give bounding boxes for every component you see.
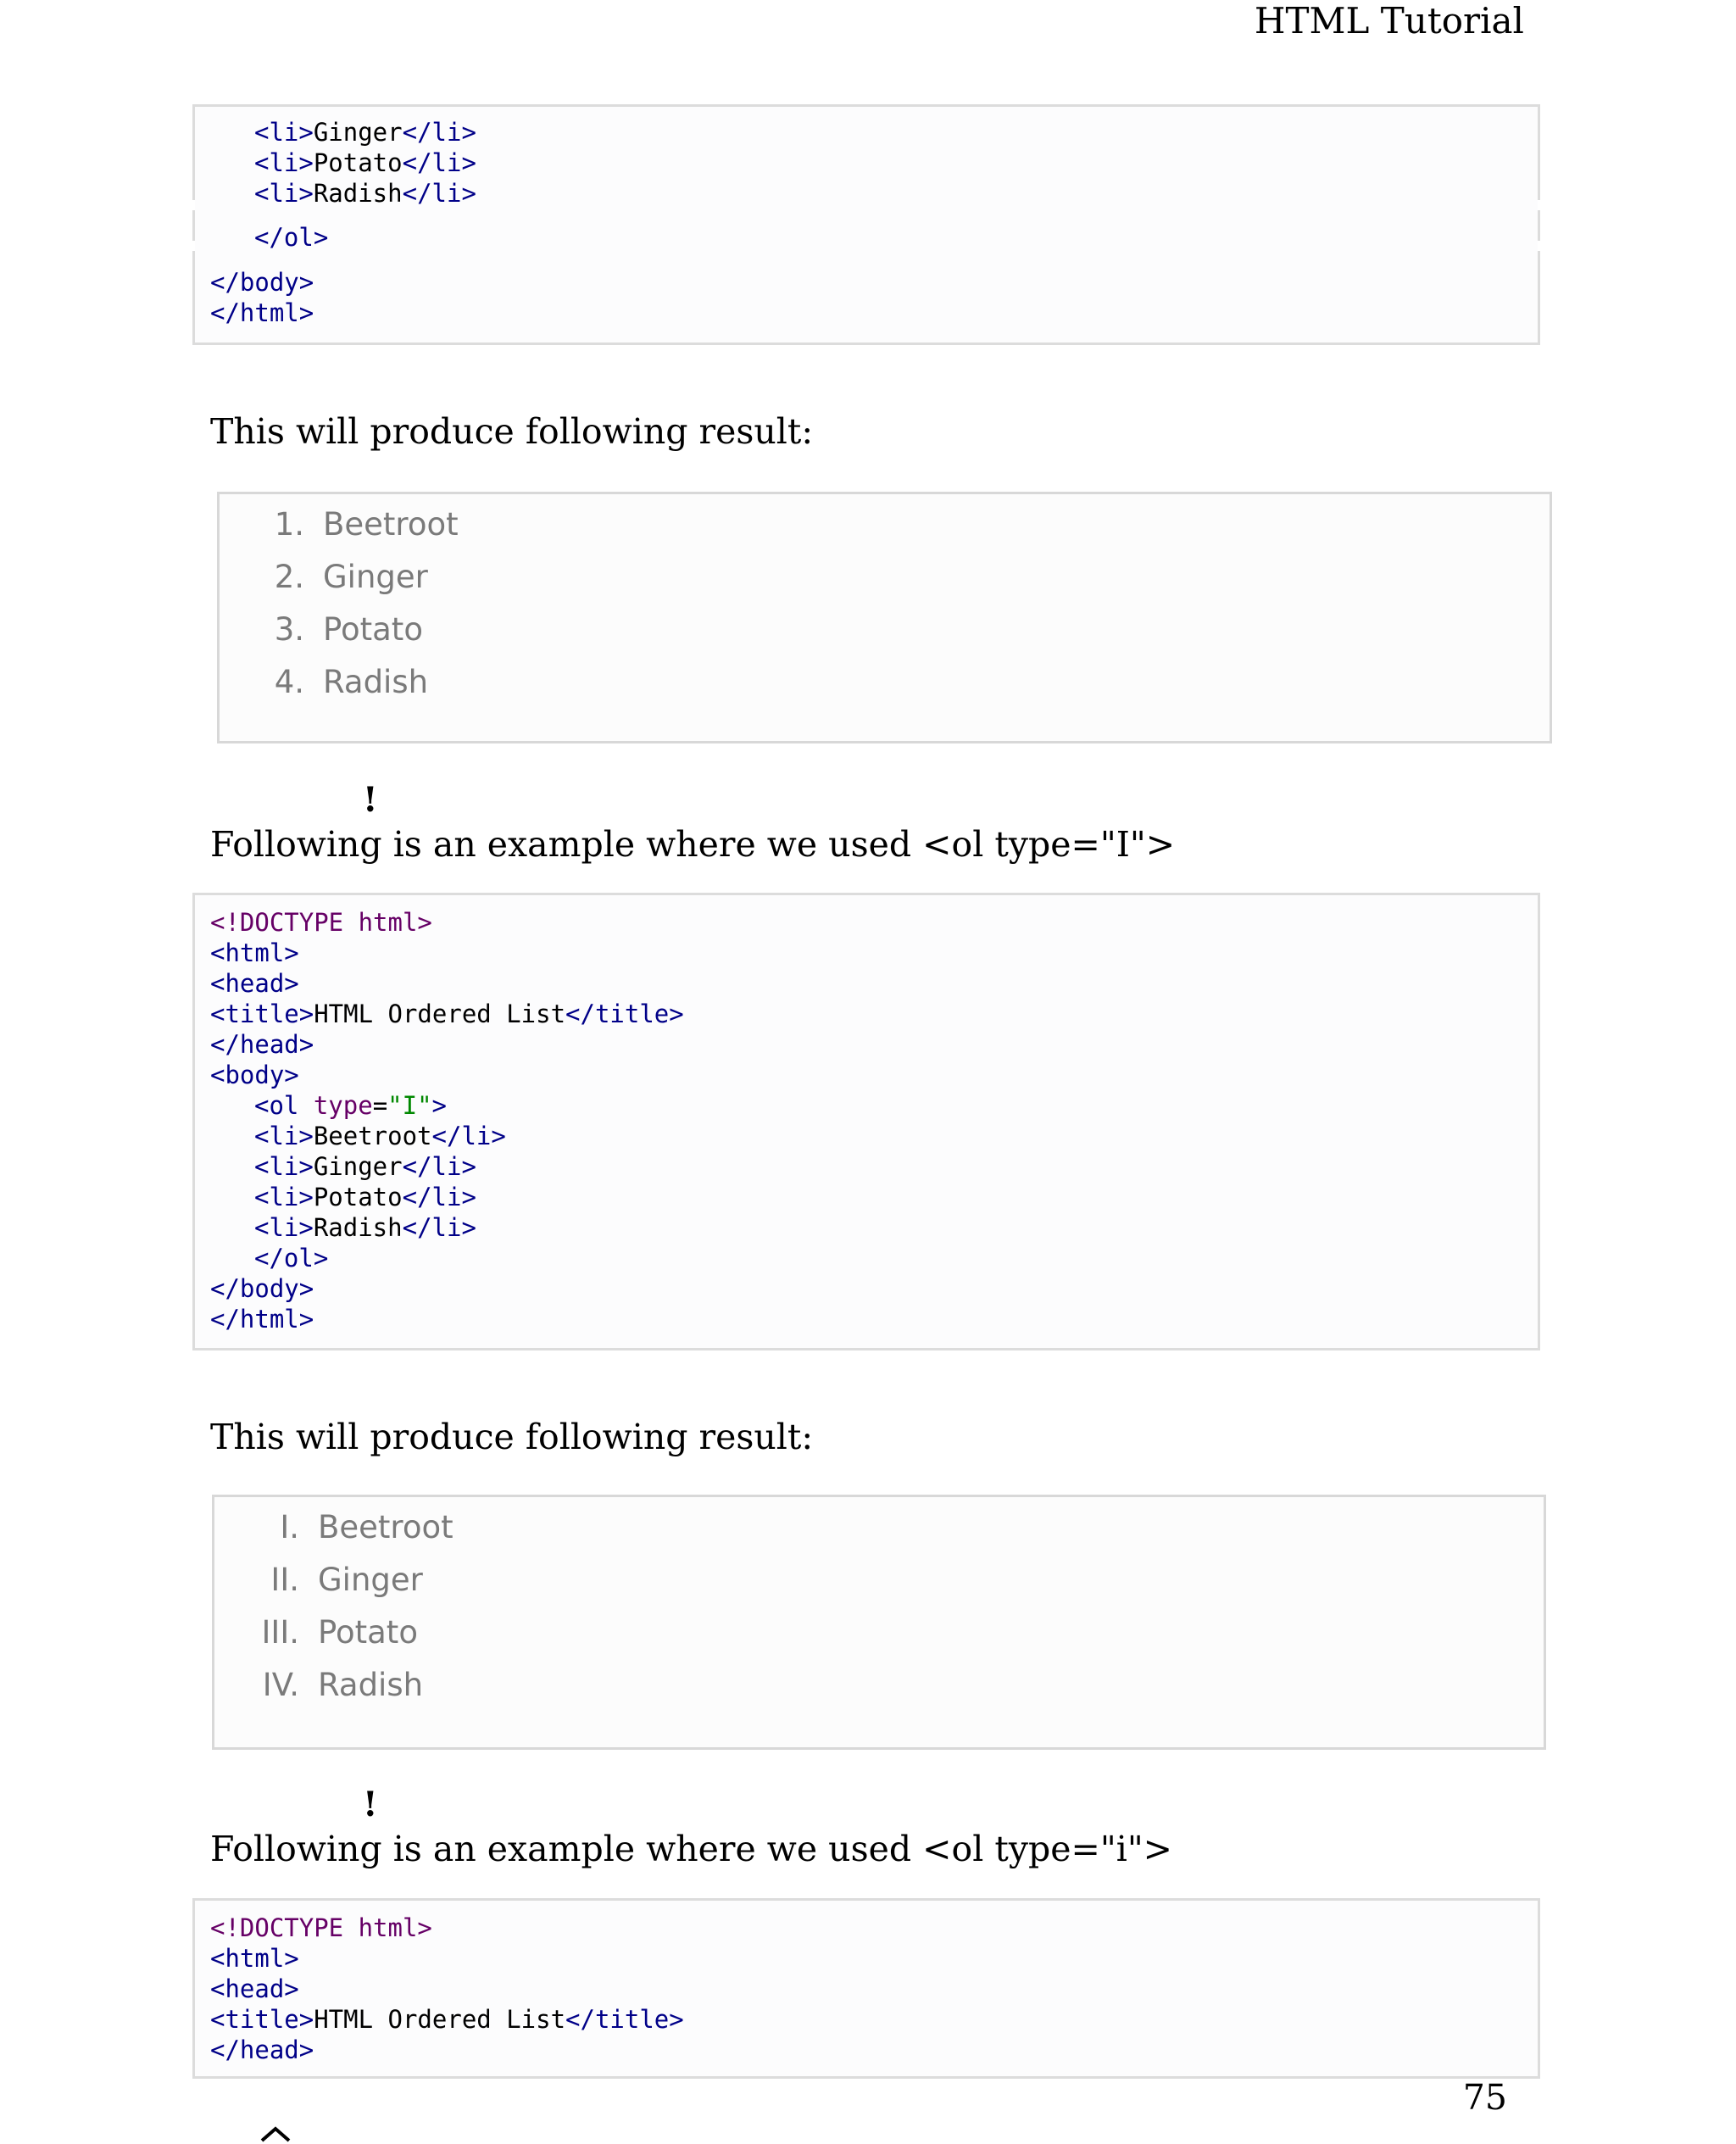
list-item-label: Potato [323, 611, 423, 648]
list-item-label: Radish [323, 664, 429, 700]
code-line: <li>Ginger</li> [254, 1152, 476, 1181]
code-line: <li>Radish</li> [254, 179, 476, 208]
code-line: <li>Radish</li> [254, 1213, 476, 1242]
result-box-1 [217, 492, 1552, 743]
code-line: </ol> [254, 223, 329, 252]
code-line: </html> [210, 1305, 314, 1334]
list-marker: I. [280, 1509, 299, 1545]
result-intro-2: This will produce following result: [210, 1417, 814, 1457]
list-marker: II. [270, 1562, 299, 1598]
code-block-2 [192, 893, 1540, 1350]
example-intro-lower-roman: Following is an example where we used <ol type="i"> [210, 1829, 1173, 1869]
code-line: <title>HTML Ordered List</title> [210, 2005, 684, 2034]
code-line: <li>Potato</li> [254, 148, 476, 177]
list-item-label: Potato [318, 1614, 418, 1651]
list-item-label: Beetroot [318, 1509, 453, 1545]
code-line: <body> [210, 1061, 299, 1089]
code-line: <ol type="I"> [254, 1091, 448, 1120]
code-line: <html> [210, 938, 299, 967]
warning-exclamation: ! [363, 780, 378, 820]
list-item-label: Radish [318, 1667, 424, 1703]
page-header-title: HTML Tutorial [1254, 0, 1524, 42]
code-line: </head> [210, 1030, 314, 1059]
list-marker: IV. [262, 1667, 299, 1703]
code-line: </ol> [254, 1244, 329, 1272]
list-marker: 4. [274, 664, 304, 700]
code-line: <!DOCTYPE html> [210, 908, 432, 937]
code-line: <li>Potato</li> [254, 1183, 476, 1211]
list-marker: III. [261, 1614, 299, 1651]
result-intro-1: This will produce following result: [210, 411, 814, 452]
code-line: <html> [210, 1944, 299, 1973]
list-marker: 3. [274, 611, 304, 648]
list-item-label: Beetroot [323, 506, 459, 543]
code-block-1 [192, 104, 1540, 345]
list-marker: 2. [274, 559, 304, 595]
result-box-2 [212, 1495, 1546, 1750]
code-line: </html> [210, 298, 314, 327]
border-gap [1538, 241, 1540, 251]
code-block-3 [192, 1898, 1540, 2079]
example-intro-upper-roman: Following is an example where we used <ol type="I"> [210, 824, 1176, 865]
border-gap [1538, 200, 1540, 210]
list-marker: 1. [274, 506, 304, 543]
border-gap [192, 241, 195, 251]
chevron-up-icon[interactable] [259, 2124, 292, 2144]
code-line: </head> [210, 2035, 314, 2064]
code-line: <li>Beetroot</li> [254, 1122, 506, 1150]
code-line: <head> [210, 1974, 299, 2003]
code-line: <li>Ginger</li> [254, 118, 476, 147]
list-item-label: Ginger [323, 559, 428, 595]
code-line: <title>HTML Ordered List</title> [210, 1000, 684, 1028]
code-line: <head> [210, 969, 299, 998]
page-number: 75 [1462, 2077, 1507, 2118]
list-item-label: Ginger [318, 1562, 423, 1598]
code-line: </body> [210, 1274, 314, 1303]
code-line: <!DOCTYPE html> [210, 1913, 432, 1942]
warning-exclamation: ! [363, 1785, 378, 1824]
code-line: </body> [210, 268, 314, 297]
border-gap [192, 200, 195, 210]
